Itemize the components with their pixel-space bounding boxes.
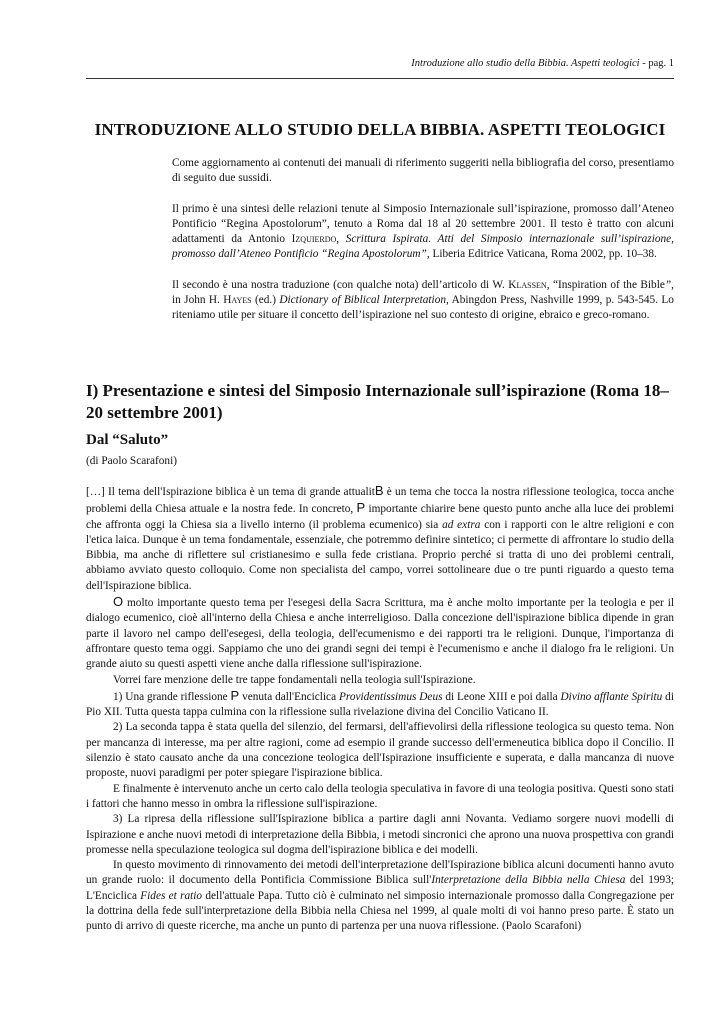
intro-paragraph-1: Come aggiornamento ai contenuti dei manuali di riferimento suggeriti nella bibliografia del corso, presentiamo di seguito due sussidi. xyxy=(172,157,674,185)
body-paragraph: In questo movimento di rinnovamento dei metodi dell'interpretazione dell'Ispirazione biblica alcuni documenti hanno avuto un grande ruolo: il documento della Pontificia Commissione Biblica sull'Interpretazione della Bibbia nella Chiesa del 1993; L'Enciclica Fides et ratio dell'attuale Papa. Tutto ciò è culminato nel simposio internazionale promosso dalla Congregazione per la dottrina della fede sull'interpretazione della Bibbia nella Chiesa nel 1999, al quale molti di voi hanno preso parte. È stato un punto di arrivo di queste ricerche, ma anche un punto di partenza per una nuova riflessione. (Paolo Scarafoni) xyxy=(86,859,674,933)
sub-heading: Dal “Saluto” xyxy=(86,432,169,448)
stray-glyph: O xyxy=(113,594,124,610)
stray-glyph: B xyxy=(374,483,384,498)
body-paragraph: 3) La ripresa della riflessione sull'Ispirazione biblica a partire dagli anni Novanta. Vediamo sorgere nuovi modelli di Ispirazione e anche nuovi metodi di interpretazione della Bibbia, i metodi sincronici che aprono una nuova prospettiva con grandi promesse nella speculazione teologica sul dogma dell'ispirazione biblica e dei modelli. xyxy=(86,813,674,856)
body-paragraph: O molto importante questo tema per l'esegesi della Sacra Scrittura, ma è anche molto importante per la teologia e per il dialogo ecumenico, cioè all'interno della Chiesa e anche interreligioso. Dalla concezione dell'ispirazione biblica dipende in gran parte il lavoro nel campo dell'esegesi, della teologia, dell'ecumenismo e dei rapporti tra le religioni. Dunque, l'importanza di affrontare questo tema oggi. Sappiamo che uno dei grandi segni dei tempi è l'ecumenismo e anche il dialogo fra le religioni. Un grande aiuto su questi aspetti viene anche dalla riflessione sull'ispirazione. xyxy=(86,594,674,671)
body-paragraph: E finalmente è intervenuto anche un certo calo della teologia speculativa in favore di una teologia positiva. Questi sono stati i fattori che hanno messo in ombra la riflessione sull'ispirazione. xyxy=(86,782,674,810)
body-paragraph: 2) La seconda tappa è stata quella del silenzio, del fermarsi, dell'affievolirsi della riflessione teologica su questo tema. Non per mancanza di interesse, ma per altre ragioni, come ad esempio il grande successo dell'ermeneutica biblica dopo il Concilio. Il silenzio è stato causato anche da una concezione teologica dell'Ispirazione insufficiente e superata, e dalla mancanza di nuove proposte, nuovi paradigmi per poter spiegare l'ispirazione biblica. xyxy=(86,721,674,780)
page-title: INTRODUZIONE ALLO STUDIO DELLA BIBBIA. ASPETTI TEOLOGICI xyxy=(94,120,666,139)
running-header xyxy=(86,57,674,71)
work-title: Dictionary of Biblical Interpretation, xyxy=(279,294,449,307)
byline: (di Paolo Scarafoni) xyxy=(86,455,177,467)
intro-block xyxy=(172,156,674,339)
body-text xyxy=(86,483,674,935)
section-heading: I) Presentazione e sintesi del Simposio Internazionale sull’ispirazione (Roma 18–20 settembre 2001) xyxy=(86,381,669,422)
stray-glyph: P xyxy=(230,687,240,703)
author-name: Izquierdo xyxy=(291,233,337,246)
page-number: - pag. 1 xyxy=(639,58,674,69)
work-title: Scrittura Ispirata. Atti del Simposio internazionale sull’ispirazione, promosso dall’Ateneo Pontificio “Regina Apostolorum” xyxy=(172,233,674,261)
intro-paragraph-2: Il primo è una sintesi delle relazioni tenute al Simposio Internazionale sull’ispirazione, promosso dall’Ateneo Pontificio “Regina Apostolorum”, tenuto a Roma dal 18 al 20 settembre 2001. Il testo è tratto con alcuni adattamenti da Antonio Izquierdo, Scrittura Ispirata. Atti del Simposio internazionale sull’ispirazione, promosso dall’Ateneo Pontificio “Regina Apostolorum”, Liberia Editrice Vaticana, Roma 2002, pp. 10–38. xyxy=(172,202,674,261)
intro-paragraph-3: Il secondo è una nostra traduzione (con qualche nota) dell’articolo di W. Klassen, “Inspiration of the Bible”, in John H. Hayes (ed.) Dictionary of Biblical Interpretation, Abingdon Press, Nashville 1999, p. 543-545. Lo riteniamo utile per situare il concetto dell’ispirazione nel suo contesto di origine, ebraico e greco-romano. xyxy=(172,278,674,322)
body-paragraph: Vorrei fare menzione delle tre tappe fondamentali nella teologia sull'Ispirazione. xyxy=(113,673,476,686)
body-paragraph: […] Il tema dell'Ispirazione biblica è un tema di grande attualitB è un tema che tocca la nostra riflessione teologica, tocca anche problemi della Chiesa attuale e la nostra fede. In concreto, P importante chiarire bene questo punto anche alla luce dei problemi che affronta oggi la Chiesa sia a livello interno (il problema ecumenico) sia ad extra con i rapporti con le altre religioni e con l'etica laica. Dunque è un tema fondamentale, essenziale, che potremmo definire sintetico; ci permette di affrontare lo studio della Bibbia, ma anche di riflettere sul cristianesimo e sulla fede cristiana. Proprio perché si tratta di uno dei problemi centrali, abbiamo avviato questo colloquio. Come non specialista del campo, vorrei sottolineare due o tre punti riguardo a questo tema dell'Ispirazione biblica. xyxy=(86,483,674,592)
header-rule xyxy=(86,78,674,79)
author-name: Klassen xyxy=(508,278,547,291)
stray-glyph: P xyxy=(356,500,366,516)
editor-name: Hayes xyxy=(223,294,252,307)
body-paragraph: 1) Una grande riflessione P venuta dall'Enciclica Providentissimus Deus di Leone XIII e poi dalla Divino afflante Spiritu di Pio XII. Tutta questa tappa culmina con la riflessione sulla rivelazione divina del Concilio Vaticano II. xyxy=(86,687,674,719)
running-title: Introduzione allo studio della Bibbia. Aspetti teologici xyxy=(411,58,640,69)
